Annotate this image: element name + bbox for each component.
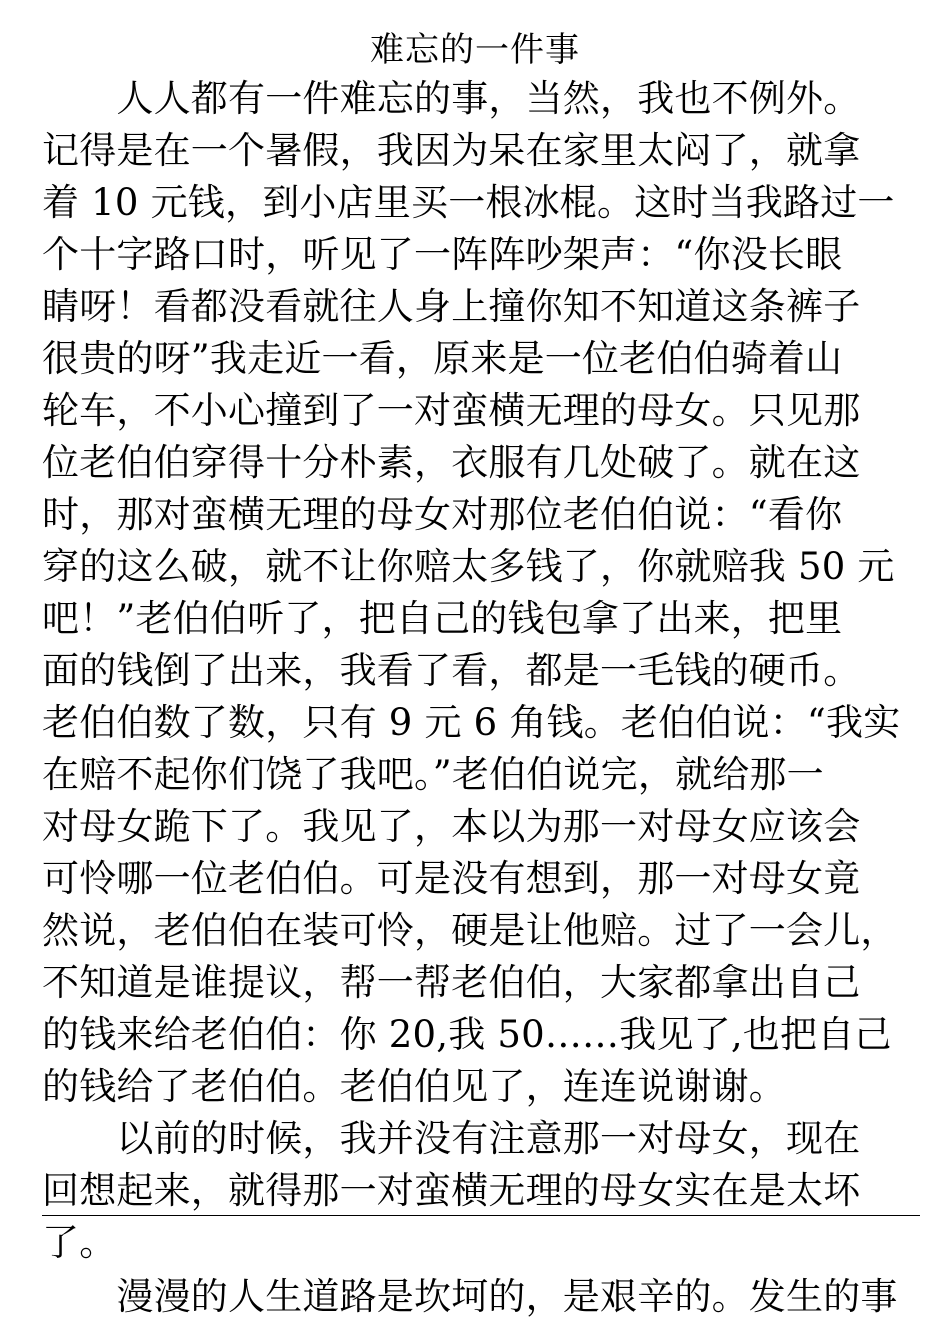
text-line: 时，那对蛮横无理的母女对那位老伯伯说：“看你 [42, 493, 843, 536]
text-line: 回想起来，就得那一对蛮横无理的母女实在是太坏 [42, 1169, 861, 1212]
text-line: 吧！”老伯伯听了，把自己的钱包拿了出来，把里 [42, 597, 843, 640]
text-line: 的钱来给老伯伯：你 20,我 50……我见了,也把自己 [42, 1013, 892, 1056]
horizontal-divider [42, 1215, 920, 1216]
text-line: 对母女跪下了。我见了，本以为那一对母女应该会 [42, 805, 861, 848]
text-line: 个十字路口时，听见了一阵阵吵架声：“你没长眼 [42, 233, 843, 276]
text-line: 位老伯伯穿得十分朴素，衣服有几处破了。就在这 [42, 441, 861, 484]
text-line: 睛呀！看都没看就往人身上撞你知不知道这条裤子 [42, 285, 861, 328]
text-line: 很贵的呀”我走近一看，原来是一位老伯伯骑着山 [42, 337, 843, 380]
text-line: 着 10 元钱，到小店里买一根冰棍。这时当我路过一 [42, 181, 895, 224]
text-line: 老伯伯数了数，只有 9 元 6 角钱。老伯伯说：“我实 [42, 701, 901, 744]
document-title: 难忘的一件事 [370, 30, 580, 70]
text-line: 记得是在一个暑假，我因为呆在家里太闷了，就拿 [42, 129, 861, 172]
text-line: 漫漫的人生道路是坎坷的，是艰辛的。发生的事 [42, 1275, 898, 1318]
text-line: 不知道是谁提议，帮一帮老伯伯，大家都拿出自己 [42, 961, 861, 1004]
text-line: 了。 [42, 1221, 117, 1264]
text-line: 的钱给了老伯伯。老伯伯见了，连连说谢谢。 [42, 1065, 786, 1108]
text-line: 轮车，不小心撞到了一对蛮横无理的母女。只见那 [42, 389, 861, 432]
text-line: 人人都有一件难忘的事，当然，我也不例外。 [42, 77, 861, 120]
text-line: 可怜哪一位老伯伯。可是没有想到，那一对母女竟 [42, 857, 861, 900]
text-line: 以前的时候，我并没有注意那一对母女，现在 [42, 1117, 861, 1160]
text-line: 然说，老伯伯在装可怜，硬是让他赔。过了一会儿， [42, 909, 898, 952]
text-line: 在赔不起你们饶了我吧。”老伯伯说完，就给那一 [42, 753, 824, 796]
text-line: 穿的这么破，就不让你赔太多钱了，你就赔我 50 元 [42, 545, 895, 588]
text-line: 面的钱倒了出来，我看了看，都是一毛钱的硬币。 [42, 649, 861, 692]
